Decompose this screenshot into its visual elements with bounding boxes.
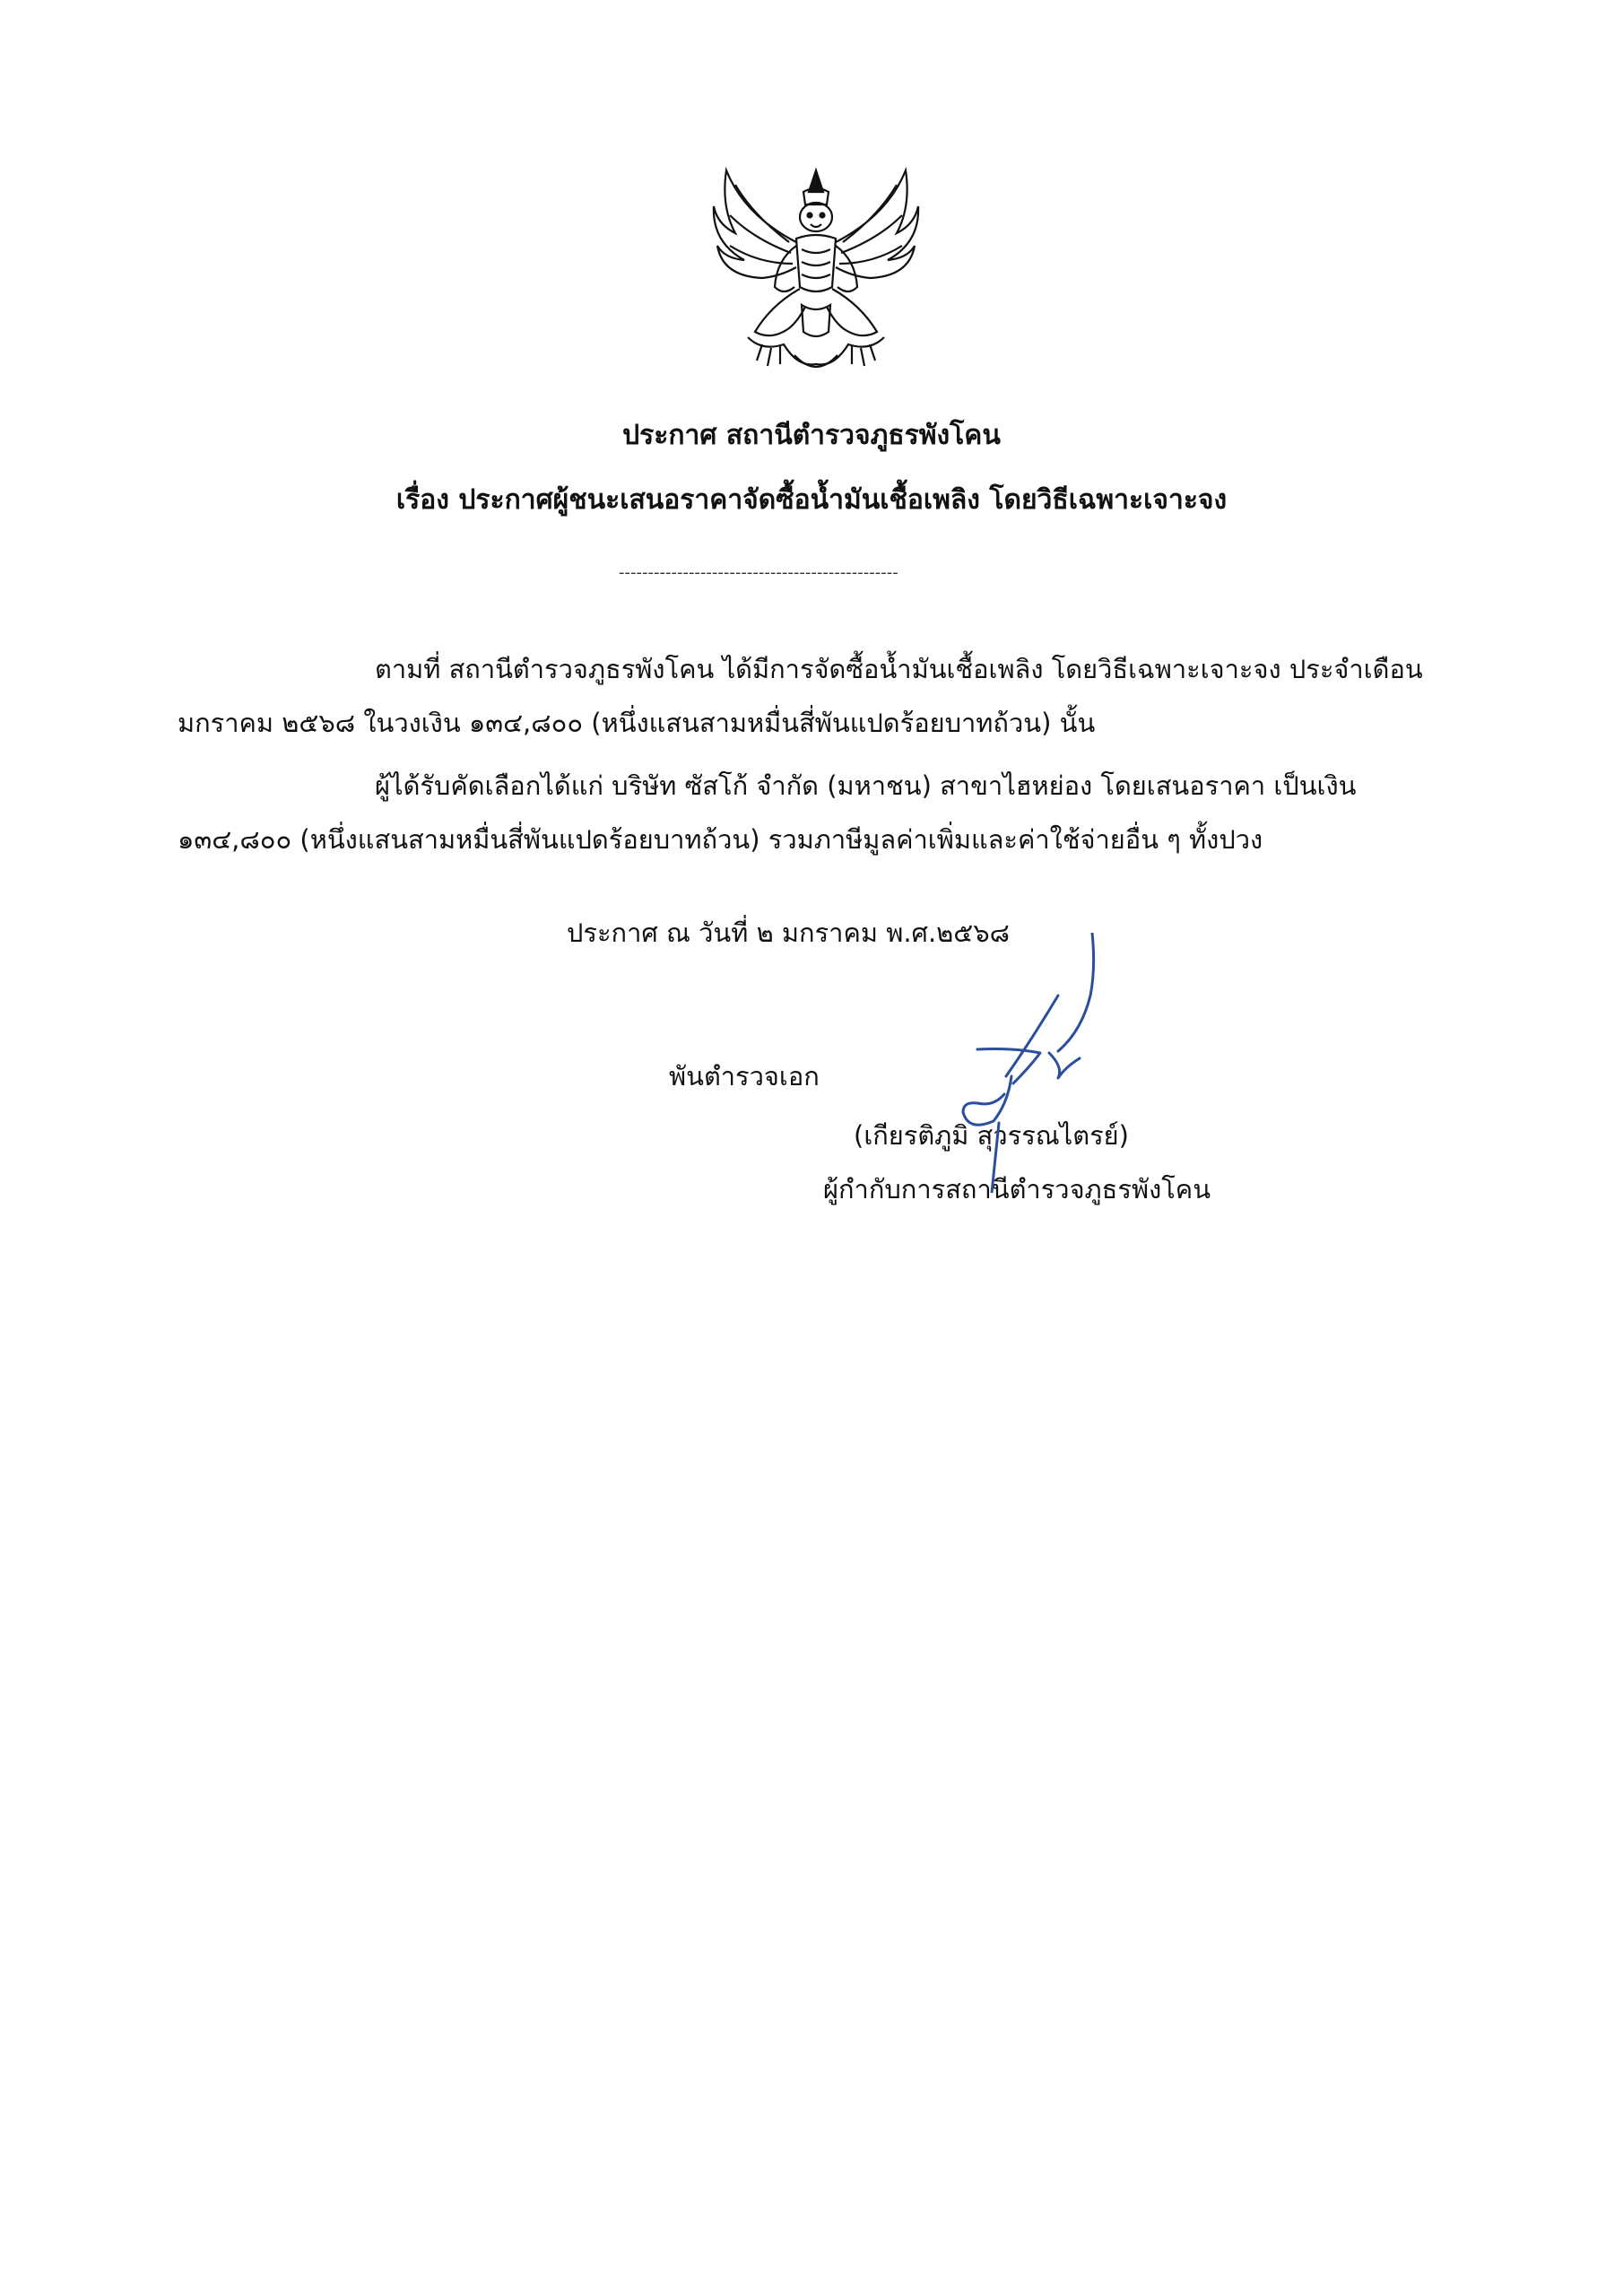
signatory-rank: พันตำรวจเอก [669,1061,820,1091]
divider-line: ------------------------------------------------ [619,563,898,582]
signatory-name: (เกียรติภูมิ สุวรรณไตรย์) [854,1120,1129,1151]
signatory-position: ผู้กำกับการสถานีตำรวจภูธรพังโคน [823,1174,1211,1205]
paragraph-2-line-1: ผู้ได้รับคัดเลือกได้แก่ บริษัท ซัสโก้ จำกัด (มหาชน) สาขาไฮหย่อง โดยเสนอราคา เป็นเงิน [375,770,1357,801]
garuda-emblem-icon [708,152,924,386]
paragraph-1-line-2: มกราคม ๒๕๖๘ ในวงเงิน ๑๓๔,๘๐๐ (หนึ่งแสนสามหมื่นสี่พันแปดร้อยบาทถ้วน) นั้น [178,708,1096,738]
announcement-title: ประกาศ สถานีตำรวจภูธรพังโคน [622,420,1001,451]
announcement-subject: เรื่อง ประกาศผู้ชนะเสนอราคาจัดซื้อน้ำมันเชื้อเพลิง โดยวิธีเฉพาะเจาะจง [395,484,1228,516]
paragraph-1-line-1: ตามที่ สถานีตำรวจภูธรพังโคน ได้มีการจัดซื้อน้ำมันเชื้อเพลิง โดยวิธีเฉพาะเจาะจง ประจำเดือน [375,654,1423,684]
handwritten-signature [924,933,1130,1193]
paragraph-2-line-2: ๑๓๔,๘๐๐ (หนึ่งแสนสามหมื่นสี่พันแปดร้อยบาทถ้วน) รวมภาษีมูลค่าเพิ่มและค่าใช้จ่ายอื่น ๆ ทั้งปวง [178,824,1263,855]
announcement-date: ประกาศ ณ วันที่ ๒ มกราคม พ.ศ.๒๕๖๘ [567,918,1011,948]
